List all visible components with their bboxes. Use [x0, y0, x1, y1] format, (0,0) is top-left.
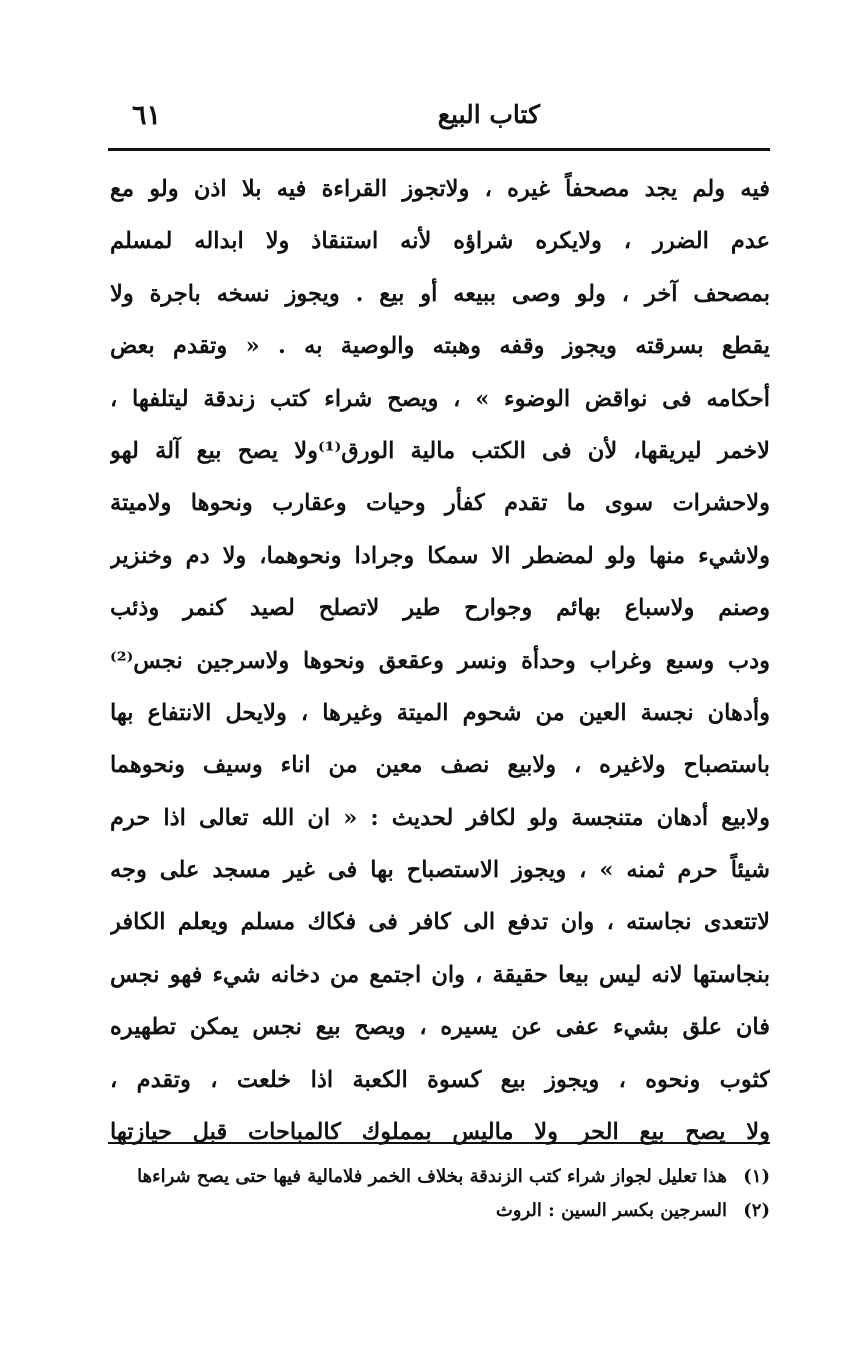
text-line: ولاحشرات سوى ما تقدم كفأر وحيات وعقارب ونحوها ولاميتة: [110, 490, 770, 517]
text-line: وأدهان نجسة العين من شحوم الميتة وغيرها ، ولايحل الانتفاع بها: [110, 699, 770, 726]
text-line: لاخمر ليريقها، لأن فى الكتب مالية الورق⁽¹⁾ولا يصح بيع آلة لهو: [110, 437, 770, 464]
text-line: شيئاً حرم ثمنه » ، ويجوز الاستصباح بها فى غير مسجد على وجه: [110, 857, 770, 884]
footnote-rule: [108, 1142, 770, 1144]
footnote-marker: (١): [743, 1166, 770, 1187]
footnotes: [110, 1160, 770, 1228]
text-line: باستصباح ولاغيره ، ولابيع نصف معين من اناء وسيف ونحوهما: [110, 752, 770, 779]
text-line: يقطع بسرقته ويجوز وقفه وهبته والوصية به . « وتقدم بعض: [110, 333, 770, 360]
text-line: كثوب ونحوه ، ويجوز بيع كسوة الكعبة اذا خلعت ، وتقدم ،: [110, 1066, 770, 1093]
text-line: ولابيع أدهان متنجسة ولو لكافر لحديث : « ان الله تعالى اذا حرم: [110, 804, 770, 831]
text-line: بمصحف آخر ، ولو وصى ببيعه أو بيع . ويجوز نسخه باجرة ولا: [110, 280, 770, 307]
text-line: أحكامه فى نواقض الوضوء » ، ويصح شراء كتب زندقة ليتلفها ،: [110, 385, 770, 412]
text-line: فيه ولم يجد مصحفاً غيره ، ولاتجوز القراءة فيه بلا اذن ولو مع: [110, 176, 770, 202]
footnote-2: [110, 1194, 770, 1228]
main-text: [110, 163, 770, 1158]
text-line: لاتتعدى نجاسته ، وان تدفع الى كافر فى فكاك مسلم ويعلم الكافر: [110, 909, 770, 936]
text-line: وصنم ولاسباع بهائم وجوارح طير لاتصلح لصيد كنمر وذئب: [110, 595, 770, 622]
text-line: بنجاستها لانه ليس بيعا حقيقة ، وان اجتمع من دخانه شيء فهو نجس: [110, 961, 770, 988]
running-head: [110, 96, 770, 146]
footnote-text: السرجين بكسر السين : الروث: [495, 1200, 727, 1221]
footnote-text: هذا تعليل لجواز شراء كتب الزندقة بخلاف الخمر فلامالية فيها حتى يصح شراءها: [137, 1166, 727, 1187]
text-line: ولاشيء منها ولو لمضطر الا سمكا وجرادا ونحوهما، ولا دم وخنزير: [110, 542, 770, 569]
page-number: ٦١: [132, 100, 162, 131]
text-line: ولا يصح بيع الحر ولا ماليس بمملوك كالمباحات قبل حيازتها: [110, 1119, 770, 1146]
text-line: فان علق بشيء عفى عن يسيره ، ويصح بيع نجس يمكن تطهيره: [110, 1014, 770, 1041]
footnote-marker: (٢): [743, 1200, 770, 1221]
text-line: ودب وسبع وغراب وحدأة ونسر وعقعق ونحوها ولاسرجين نجس⁽²⁾: [110, 647, 770, 674]
book-title: كتاب البيع: [437, 100, 540, 129]
footnote-1: [110, 1160, 770, 1194]
header-rule: [108, 148, 770, 151]
text-line: عدم الضرر ، ولايكره شراؤه لأنه استنقاذ ولا ابداله لمسلم: [110, 228, 770, 255]
